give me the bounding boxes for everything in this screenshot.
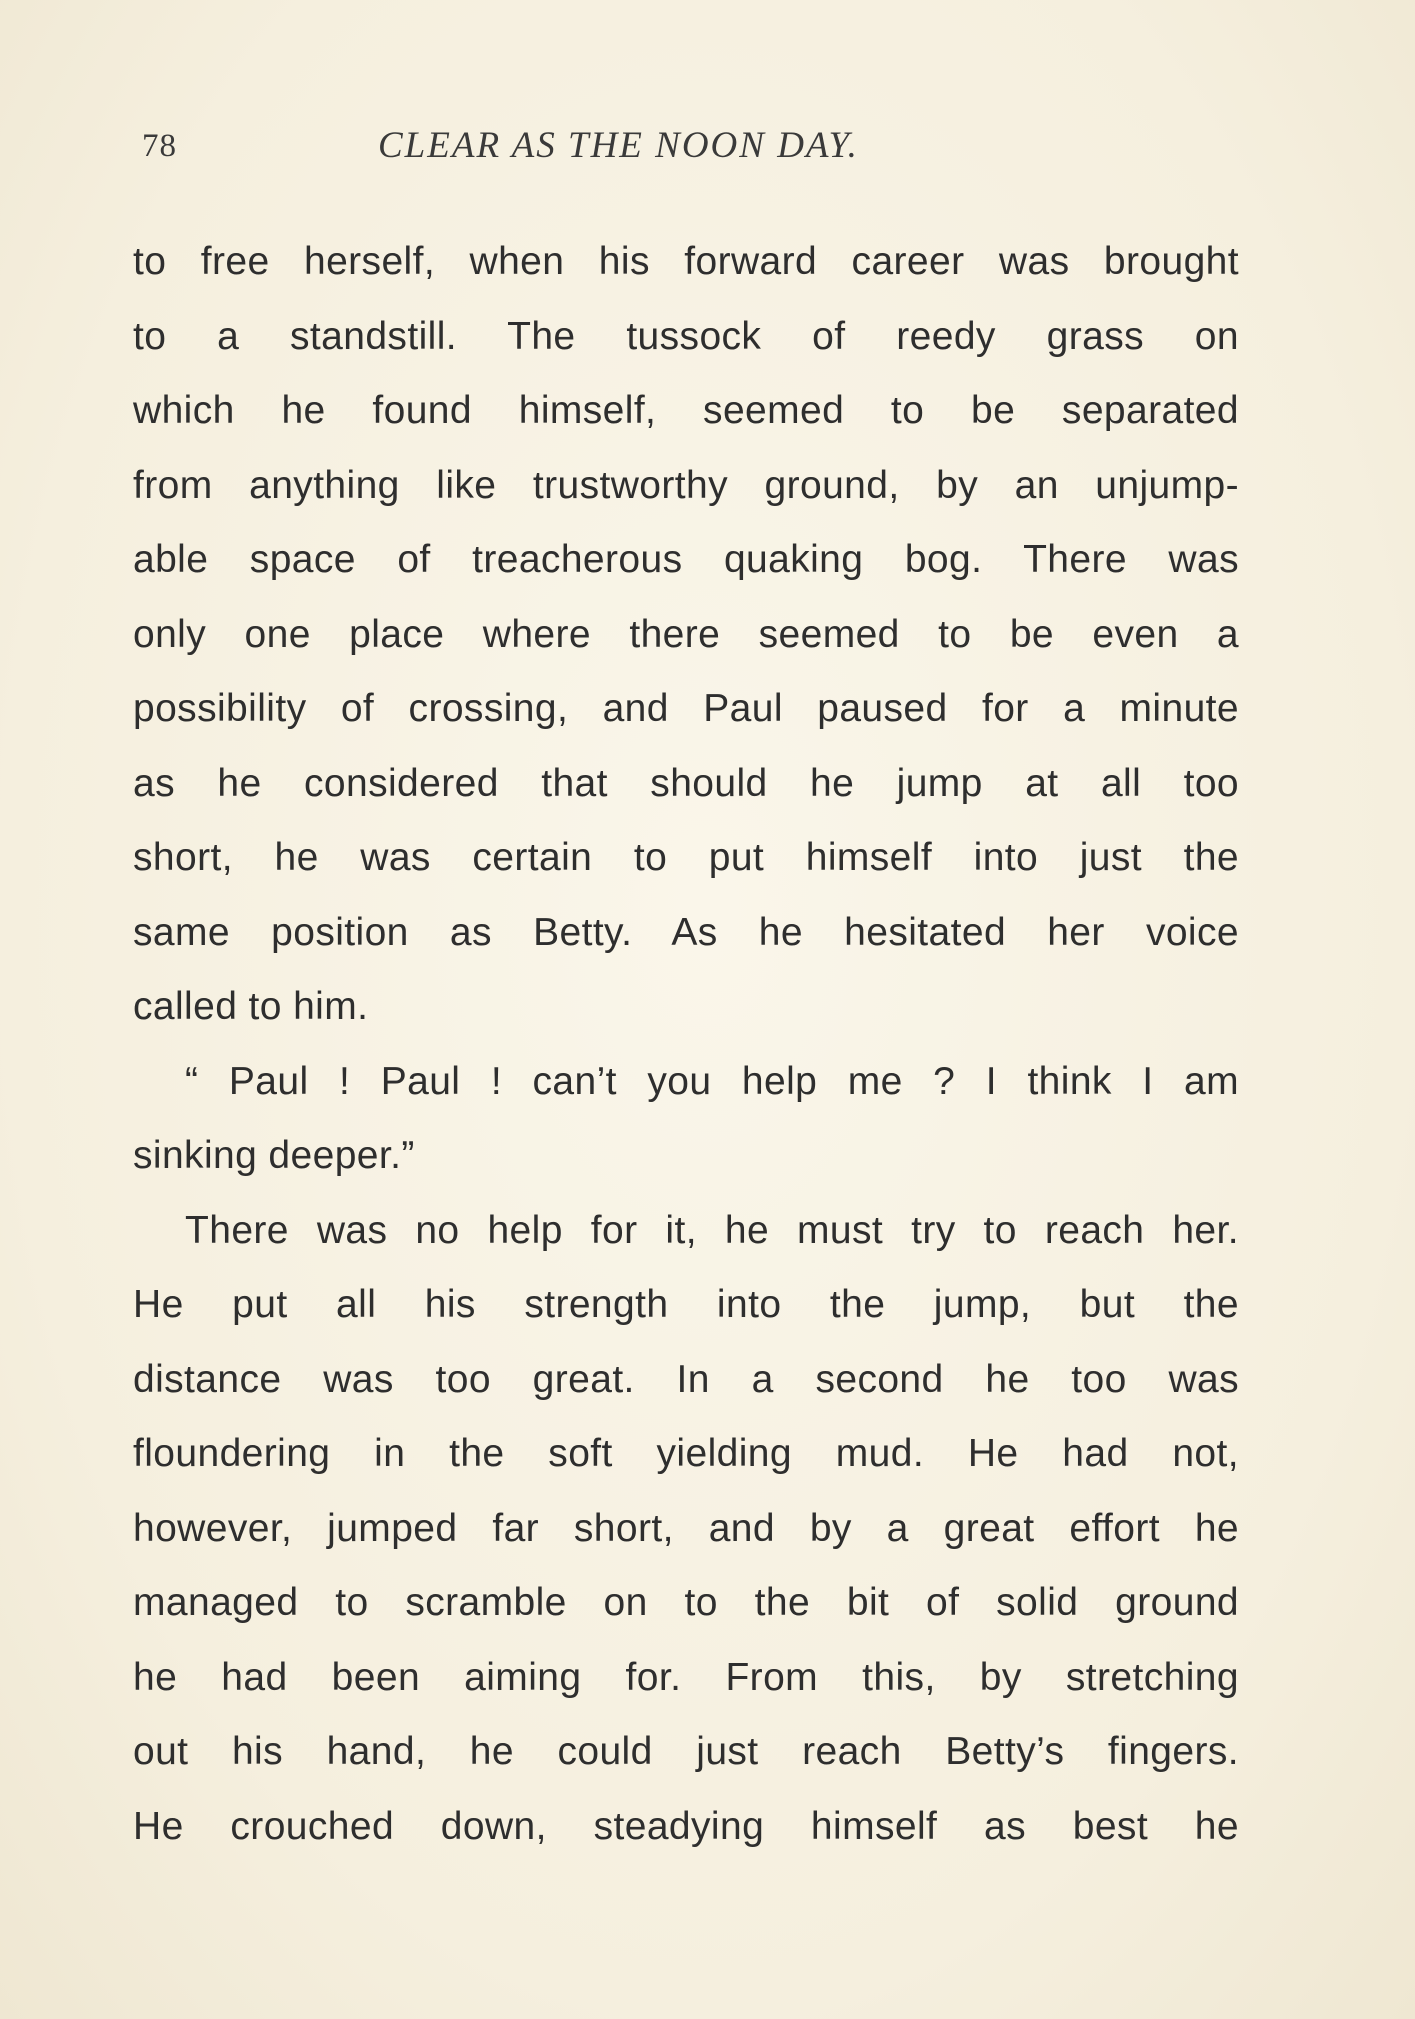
text-line: He put all his strength into the jump, but the xyxy=(133,1283,1239,1326)
text-line: distance was too great. In a second he too was xyxy=(133,1357,1239,1401)
text-line: able space of treacherous quaking bog. There was xyxy=(133,538,1239,581)
text-line: only one place where there seemed to be even a xyxy=(133,612,1239,656)
running-head xyxy=(133,122,1243,182)
text-line: from anything like trustworthy ground, by an unjump- xyxy=(133,463,1239,507)
text-line: sinking deeper.” xyxy=(133,1134,415,1177)
text-line: called to him. xyxy=(133,985,369,1028)
text-line: to a standstill. The tussock of reedy grass on xyxy=(133,314,1239,358)
running-title: CLEAR AS THE NOON DAY. xyxy=(378,125,859,166)
text-line: however, jumped far short, and by a great effort he xyxy=(133,1506,1239,1550)
text-line: he had been aiming for. From this, by stretching xyxy=(133,1655,1239,1699)
text-line: possibility of crossing, and Paul paused for a minute xyxy=(133,687,1239,730)
text-line: There was no help for it, he must try to reach her. xyxy=(185,1208,1239,1252)
text-line: managed to scramble on to the bit of solid ground xyxy=(133,1581,1239,1624)
text-line: which he found himself, seemed to be separated xyxy=(133,389,1239,432)
body-text xyxy=(133,225,1239,1864)
text-line: to free herself, when his forward career was brought xyxy=(133,240,1239,283)
text-line: He crouched down, steadying himself as best he xyxy=(133,1804,1239,1848)
text-line: “ Paul ! Paul ! can’t you help me ? I think I am xyxy=(185,1059,1239,1103)
text-line: same position as Betty. As he hesitated her voice xyxy=(133,910,1239,954)
text-line: floundering in the soft yielding mud. He had not, xyxy=(133,1432,1239,1475)
text-line: short, he was certain to put himself into just the xyxy=(133,836,1239,879)
text-line: as he considered that should he jump at all too xyxy=(133,761,1239,805)
text-line: out his hand, he could just reach Betty’s fingers. xyxy=(133,1730,1239,1773)
page-number: 78 xyxy=(142,128,177,164)
